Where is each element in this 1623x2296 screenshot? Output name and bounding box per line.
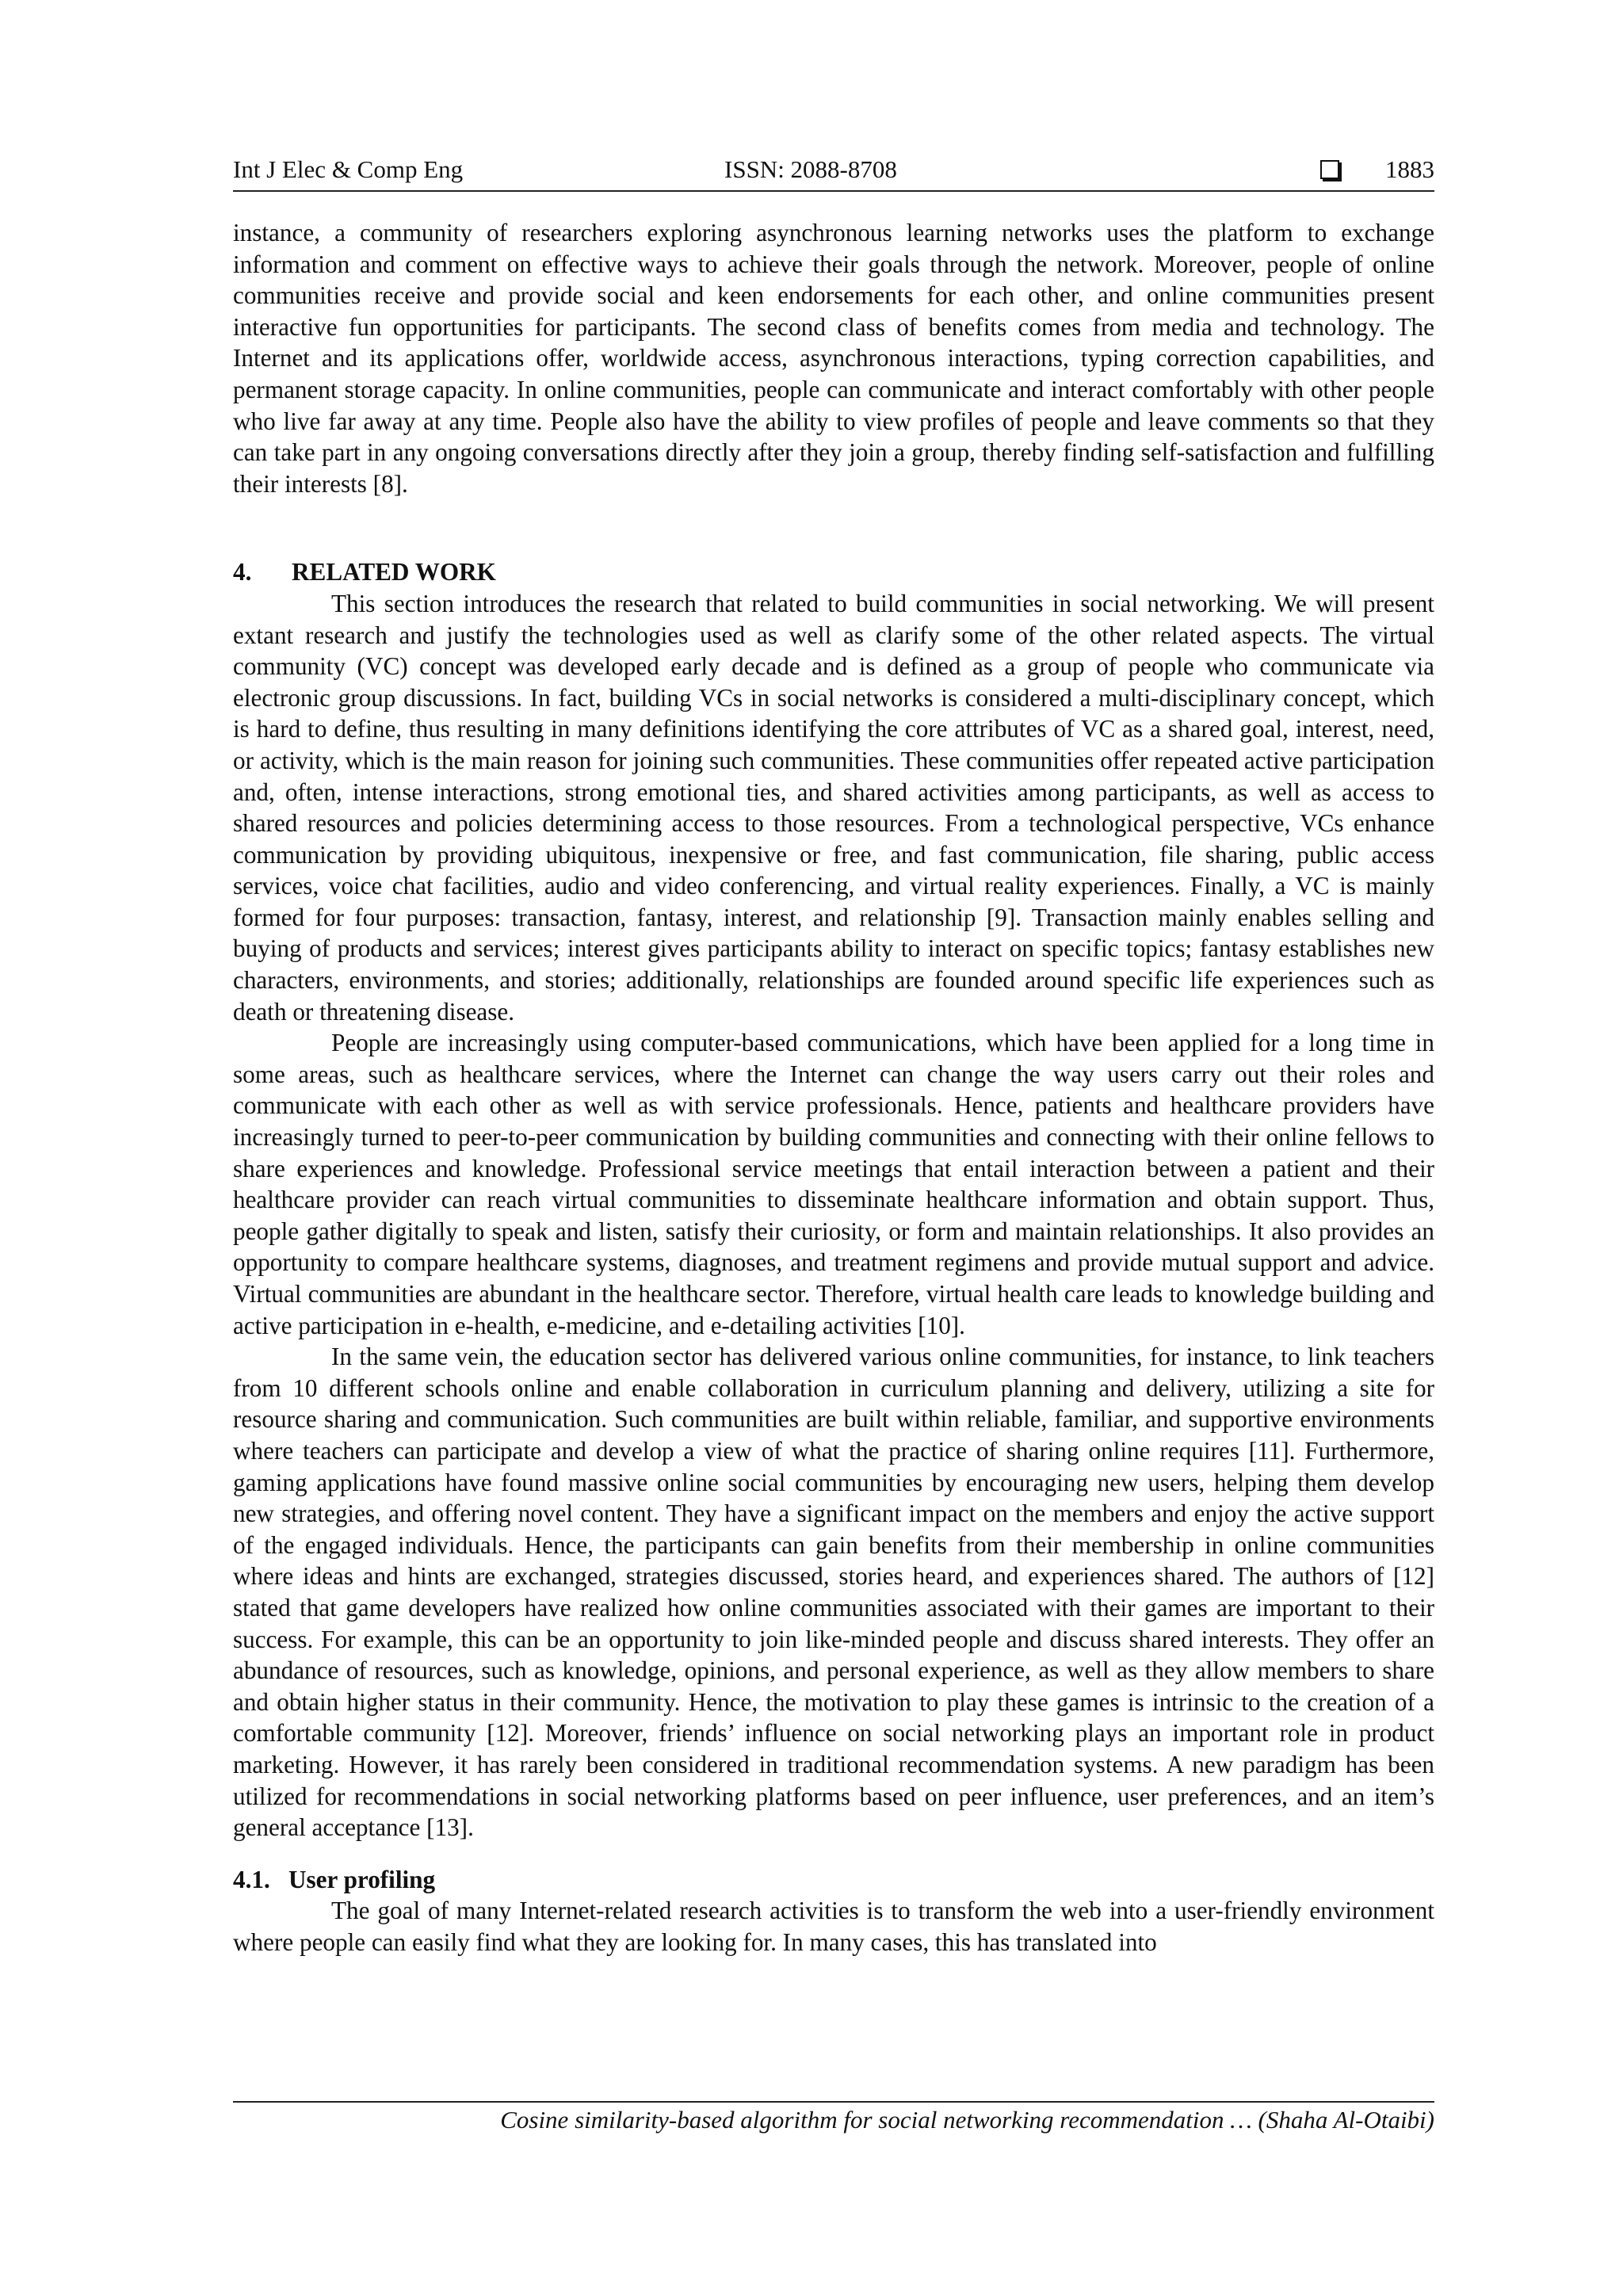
paragraph: This section introduces the research that related to build communities in social networking. We will present extant research and justify the technologies used as well as clarify some of the other related aspects. The virtual community (VC) concept was developed early decade and is defined as a group of people who communicate via electronic group discussions. In fact, building VCs in social networks is considered a multi-disciplinary concept, which is hard to define, thus resulting in many definitions identifying the core attributes of VC as a shared goal, interest, need, or activity, which is the main reason for joining such communities. These communities offer repeated active participation and, often, intense interactions, strong emotional ties, and shared activities among participants, as well as access to shared resources and policies determining access to those resources. From a technological perspective, VCs enhance communication by providing ubiquitous, inexpensive or free, and fast communication, file sharing, public access services, voice chat facilities, audio and video conferencing, and virtual reality experiences. Finally, a VC is mainly formed for four purposes: transaction, fantasy, interest, and relationship [9]. Transaction mainly enables selling and buying of products and services; interest gives participants ability to interact on specific topics; fantasy establishes new characters, environments, and stories; additionally, relationships are founded around specific life experiences such as death or threatening disease. [233, 589, 1434, 1026]
section-number: 4. [233, 558, 252, 586]
subsection-heading [233, 1864, 1434, 1896]
footer-text: Cosine similarity-based algorithm for social networking recommendation … (Shaha Al-Otaibi) [500, 2106, 1434, 2134]
section-heading [233, 556, 1434, 588]
square-icon [1320, 160, 1339, 179]
paragraph: In the same vein, the education sector has delivered various online communities, for instance, to link teachers from 10 different schools online and enable collaboration in curriculum planning and delivery, utilizing a site for resource sharing and communication. Such communities are built within reliable, familiar, and supportive environments where teachers can participate and develop a view of what the practice of sharing online requires [11]. Furthermore, gaming applications have found massive online social communities by encouraging new users, helping them develop new strategies, and offering novel content. They have a significant impact on the members and enjoy the active support of the engaged individuals. Hence, the participants can gain benefits from their membership in online communities where ideas and hints are exchanged, strategies discussed, stories heard, and experiences shared. The authors of [12] stated that game developers have realized how online communities associated with their games are important to their success. For example, this can be an opportunity to join like-minded people and discuss shared interests. They offer an abundance of resources, such as knowledge, opinions, and personal experience, as well as they allow members to share and obtain higher status in their community. Hence, the motivation to play these games is intrinsic to the creation of a comfortable community [12]. Moreover, friends’ influence on social networking plays an important role in product marketing. However, it has rarely been considered in traditional recommendation systems. A new paradigm has been utilized for recommendations in social networking platforms based on peer influence, user preferences, and an item’s general acceptance [13]. [233, 1343, 1434, 1842]
paragraph: People are increasingly using computer-based communications, which have been applied for a long time in some areas, such as healthcare services, where the Internet can change the way users carry out their roles and communicate with each other as well as with service professionals. Hence, patients and healthcare providers have increasingly turned to peer-to-peer communication by building communities and connecting with their online fellows to share experiences and knowledge. Professional service meetings that entail interaction between a patient and their healthcare provider can reach virtual communities to disseminate healthcare information and obtain support. Thus, people gather digitally to speak and listen, satisfy their curiosity, or form and maintain relationships. It also provides an opportunity to compare healthcare systems, diagnoses, and treatment regimens and provide mutual support and advice. Virtual communities are abundant in the healthcare sector. Therefore, virtual health care leads to knowledge building and active participation in e-health, e-medicine, and e-detailing activities [10]. [233, 1029, 1434, 1339]
page-number: 1883 [1385, 155, 1434, 183]
issn: ISSN: 2088-8708 [724, 155, 897, 183]
paragraph: The goal of many Internet-related research activities is to transform the web into a user-friendly environment where people can easily find what they are looking for. In many cases, this has translated into [233, 1897, 1434, 1956]
page-body [233, 217, 1434, 1958]
subsection-title: User profiling [288, 1865, 436, 1893]
page-header [233, 155, 1434, 192]
subsection-number: 4.1. [233, 1865, 270, 1893]
page-footer [233, 2101, 1434, 2134]
section-title: RELATED WORK [292, 558, 496, 586]
journal-name: Int J Elec & Comp Eng [233, 155, 464, 183]
intro-paragraph: instance, a community of researchers exploring asynchronous learning networks uses the platform to exchange information and comment on effective ways to achieve their goals through the network. Moreover, people of online communities receive and provide social and keen endorsements for each other, and online communities present interactive fun opportunities for participants. The second class of benefits comes from media and technology. The Internet and its applications offer, worldwide access, asynchronous interactions, typing correction capabilities, and permanent storage capacity. In online communities, people can communicate and interact comfortably with other people who live far away at any time. People also have the ability to view profiles of people and leave comments so that they can take part in any ongoing conversations directly after they join a group, thereby finding self-satisfaction and fulfilling their interests [8]. [233, 219, 1434, 498]
